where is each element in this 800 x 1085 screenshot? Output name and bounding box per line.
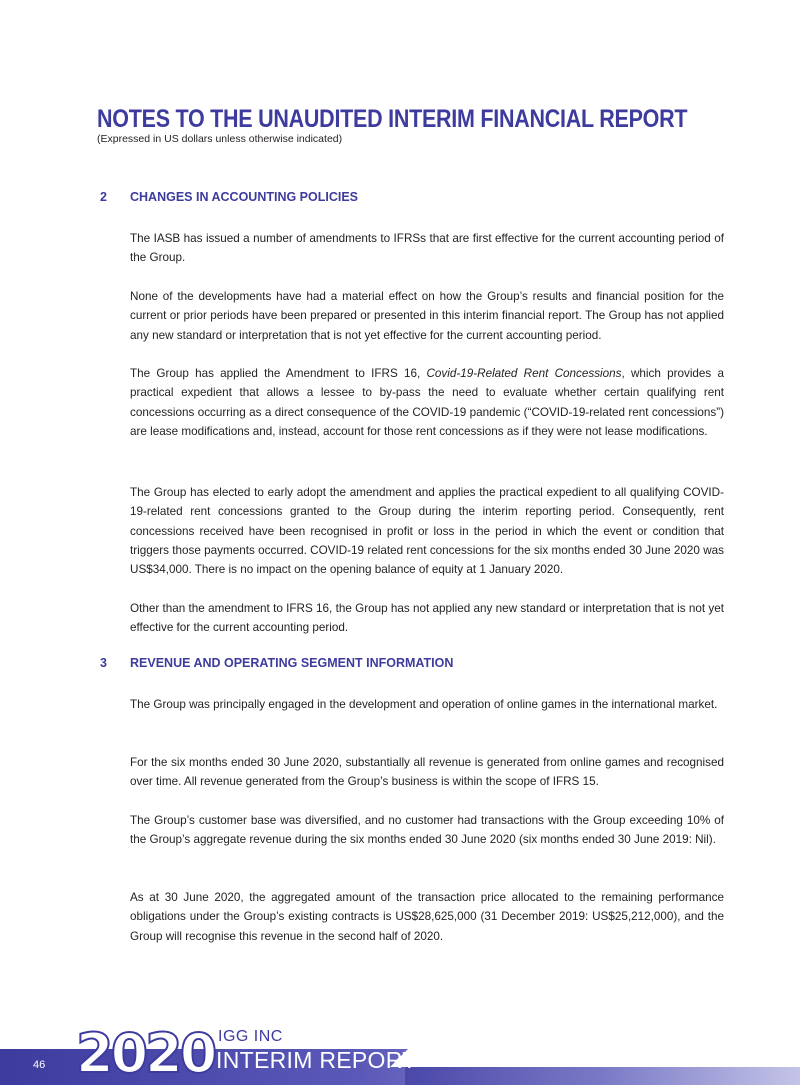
paragraph-text: The Group has applied the Amendment to IFRS 16,	[130, 367, 427, 380]
section-3-paragraph: The Group was principally engaged in the development and operation of online games in the international market.	[130, 698, 718, 711]
page-number: 46	[33, 1059, 46, 1071]
year-logo: 2020	[76, 1022, 215, 1085]
section-title: CHANGES IN ACCOUNTING POLICIES	[130, 190, 359, 204]
section-number: 2	[100, 190, 107, 204]
page-subtitle: (Expressed in US dollars unless otherwise indicated)	[97, 133, 343, 145]
section-2-paragraph: Other than the amendment to IFRS 16, the Group has not applied any new standard or interpretation that is not yet effective for the current accounting period.	[130, 602, 724, 635]
footer-strip	[405, 1067, 800, 1085]
section-number: 3	[100, 656, 107, 670]
amendment-title: Covid-19-Related Rent Concessions	[426, 367, 622, 380]
footer-divider	[390, 1049, 800, 1067]
report-name: INTERIM REPORT	[216, 1047, 417, 1073]
company-name: IGG INC	[218, 1028, 283, 1045]
section-3-paragraph: The Group’s customer base was diversified, and no customer had transactions with the Group exceeding 10% of the Group’s aggregate revenue during the six months ended 30 June 2020 (six months ended 30 June 2019: Nil).	[130, 814, 724, 847]
section-2-paragraph: None of the developments have had a material effect on how the Group’s results and financial position for the current or prior periods have been prepared or presented in this interim financial report. The Group has not applied any new standard or interpretation that is not yet effective for the current accounting period.	[130, 290, 724, 342]
section-3-paragraph: As at 30 June 2020, the aggregated amount of the transaction price allocated to the remaining performance obligations under the Group’s existing contracts is US$28,625,000 (31 December 2019: US$25,212,000), and the Group will recognise this revenue in the second half of 2020.	[130, 891, 724, 943]
page-title: NOTES TO THE UNAUDITED INTERIM FINANCIAL REPORT	[97, 105, 688, 133]
paragraph-text: , which provides a practical expedient that allows a lessee to by-pass the need to evaluate whether certain qualifying rent concessions occurring as a direct consequence of the COVID-19 pandemic (“COVID-19-related rent concessions”) are lease modifications and, instead, account for those rent concessions as if they were not lease modifications.	[130, 367, 724, 438]
section-title: REVENUE AND OPERATING SEGMENT INFORMATION	[130, 656, 454, 670]
section-2-paragraph: The Group has elected to early adopt the amendment and applies the practical expedient to all qualifying COVID-19-related rent concessions granted to the Group during the interim reporting period. Consequently, rent concessions received have been recognised in profit or loss in the period in which the event or condition that triggers those payments occurred. COVID-19 related rent concessions for the six months ended 30 June 2020 was US$34,000. There is no impact on the opening balance of equity at 1 January 2020.	[130, 486, 724, 577]
section-2-paragraph: The IASB has issued a number of amendments to IFRSs that are first effective for the current accounting period of the Group.	[130, 232, 724, 265]
section-3-paragraph: For the six months ended 30 June 2020, substantially all revenue is generated from online games and recognised over time. All revenue generated from the Group’s business is within the scope of IFRS 15.	[130, 756, 724, 789]
section-2-paragraph-ifrs16	[130, 364, 724, 441]
